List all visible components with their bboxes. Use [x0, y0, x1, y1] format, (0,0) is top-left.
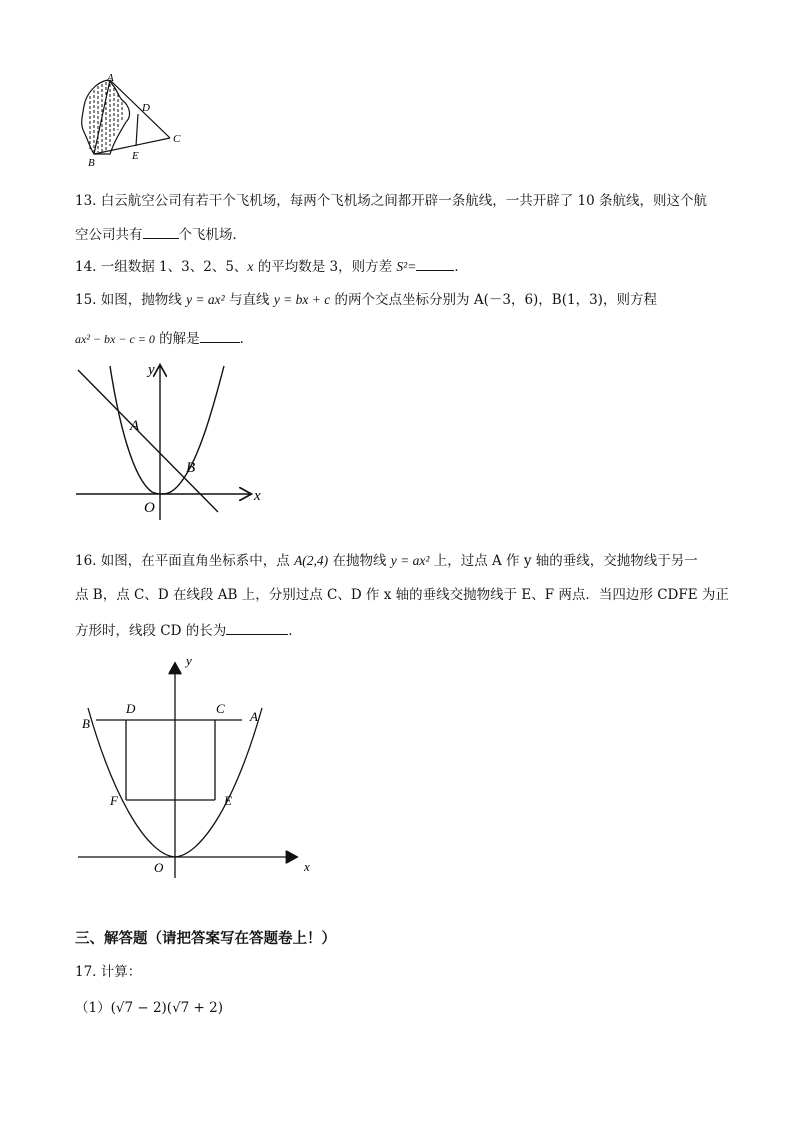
q17-part1-label: （1） — [75, 1000, 111, 1016]
q13-line2-before: 空公司共有 — [75, 227, 143, 243]
q16-answer-blank[interactable] — [226, 620, 288, 635]
q15-line1-a: 15. 如图，抛物线 — [75, 292, 187, 308]
label-y: y — [148, 362, 155, 378]
q16-eq: y = ax² — [390, 553, 430, 568]
q15-line1-c: 的两个交点坐标分别为 A(－3，6)，B(1，3)，则方程 — [330, 292, 657, 308]
q15-line1-b: 与直线 — [224, 292, 274, 308]
label-A: A — [107, 72, 114, 84]
label-O: O — [154, 860, 164, 875]
q16-line1 — [75, 552, 698, 570]
label-A: A — [250, 709, 258, 724]
label-O: O — [144, 500, 155, 516]
figure-q15 — [72, 358, 272, 528]
q15-answer-blank[interactable] — [200, 328, 240, 343]
q15-line2-after: 的解是 — [154, 331, 200, 347]
q14-s2: S²= — [396, 259, 417, 274]
label-B: B — [82, 716, 90, 731]
q17-intro: 17. 计算： — [75, 964, 142, 980]
label-A: A — [130, 418, 140, 434]
label-y: y — [186, 653, 192, 668]
q14-line — [75, 256, 468, 276]
segment-DE — [136, 114, 138, 146]
label-F: F — [110, 793, 118, 808]
q16-line3-after: ． — [288, 623, 302, 639]
q13-line2 — [75, 224, 246, 244]
q15-line2 — [75, 328, 253, 348]
q13-line1: 13. 白云航空公司有若干个飞机场，每两个飞机场之间都开辟一条航线，一共开辟了 10 条航线，则这个航 — [75, 193, 708, 209]
q14-answer-blank[interactable] — [416, 256, 454, 271]
q15-eq-main: ax² − bx − c = 0 — [75, 332, 155, 346]
figure-q12 — [74, 72, 194, 172]
q16-line1-c: 上，过点 A 作 y 轴的垂线，交抛物线于另一 — [429, 553, 698, 569]
q16-line2: 点 B，点 C、D 在线段 AB 上，分别过点 C、D 作 x 轴的垂线交抛物线于 E、F 两点．当四边形 CDFE 为正 — [75, 587, 729, 603]
straight-line — [78, 370, 218, 512]
label-x: x — [304, 859, 310, 874]
q15-eq-parabola: y = ax² — [186, 292, 225, 307]
segment-AC — [110, 80, 170, 138]
label-C: C — [173, 133, 181, 145]
q16-line3 — [75, 620, 302, 640]
q15-eq-line: y = bx + c — [273, 292, 331, 307]
q13-answer-blank[interactable] — [143, 224, 179, 239]
label-x: x — [254, 488, 261, 504]
q13-line2-after: 个飞机场． — [178, 227, 246, 243]
label-C: C — [216, 701, 225, 716]
section3-title: 三、解答题（请把答案写在答题卷上！） — [75, 930, 336, 947]
label-D: D — [126, 701, 136, 716]
label-E: E — [132, 150, 139, 162]
label-B: B — [186, 460, 196, 476]
q14-middle: 的平均数是 3，则方差 — [253, 259, 397, 275]
label-B: B — [88, 157, 95, 169]
q14-after: ． — [454, 259, 468, 275]
q16-line3-before: 方形时，线段 CD 的长为 — [75, 623, 227, 639]
parabola-curve — [110, 366, 224, 494]
label-E: E — [224, 793, 232, 808]
q16-line1-b: 在抛物线 — [328, 553, 391, 569]
q15-line1 — [75, 291, 657, 309]
q15-end: ． — [239, 331, 254, 347]
q16-point-A: A(2,4) — [294, 553, 329, 568]
q16-line1-a: 16. 如图，在平面直角坐标系中，点 — [75, 553, 295, 569]
label-D: D — [142, 102, 150, 114]
figure-q16 — [74, 650, 324, 880]
q17-part1 — [75, 999, 223, 1017]
q17-part1-expr: (√7 − 2)(√7 + 2) — [110, 1000, 224, 1016]
q14-before: 14. 一组数据 1、3、2、5、 — [75, 259, 248, 275]
q14-var-x: x — [247, 259, 254, 274]
